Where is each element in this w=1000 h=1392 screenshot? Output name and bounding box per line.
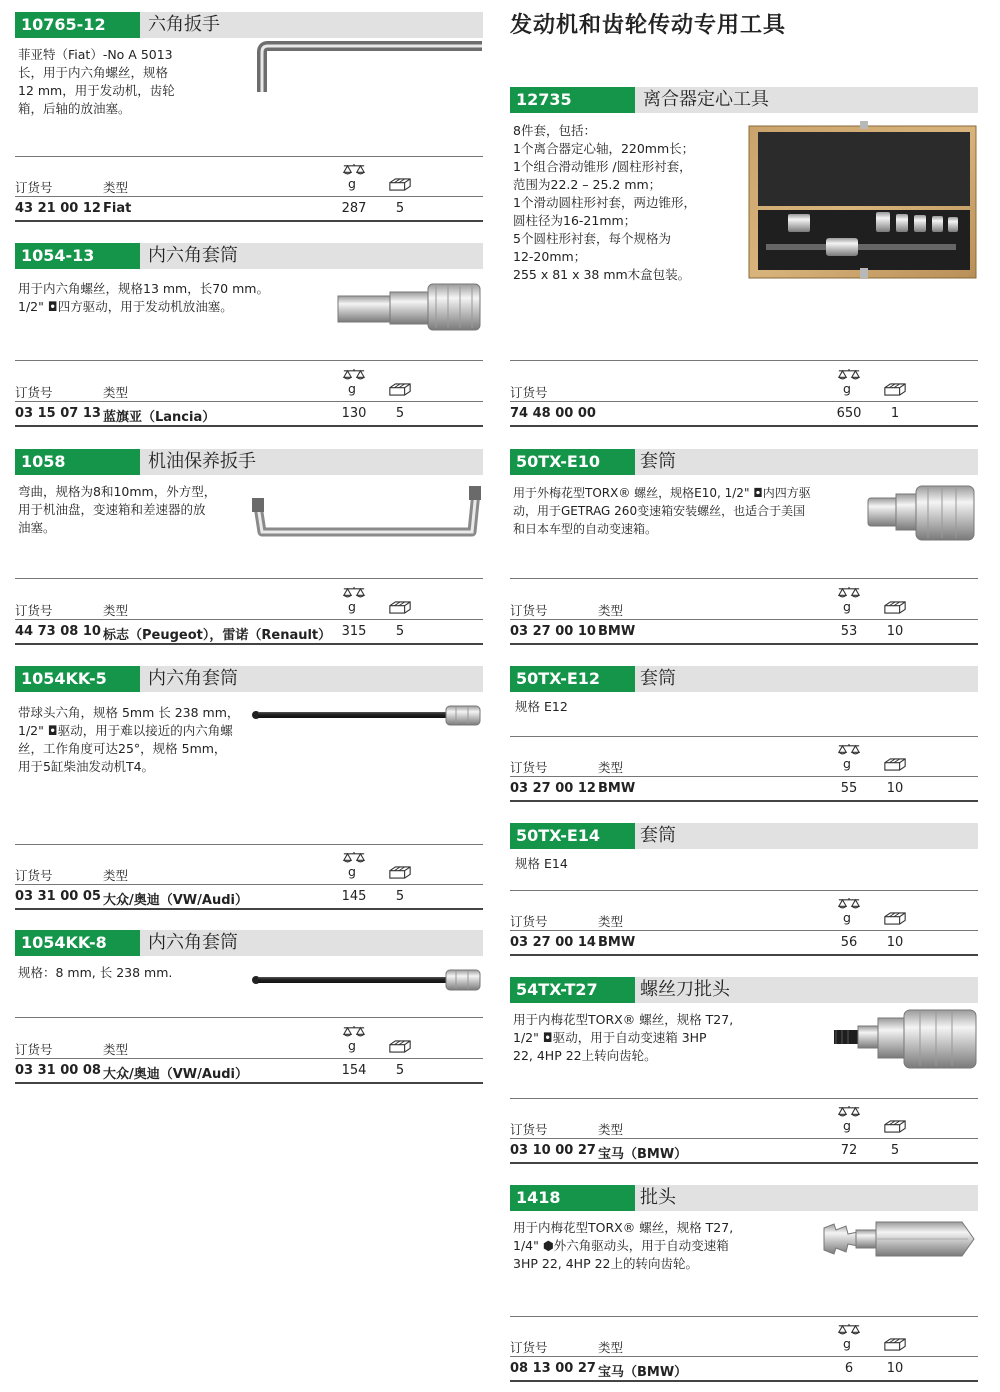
desc-line: 用于内梅花型TORX® 螺丝，规格 T27, <box>513 1220 734 1235</box>
weight-unit: g <box>348 176 356 191</box>
vehicle-type: BMW <box>598 781 636 796</box>
desc-line: 丝，工作角度可达25°，规格 5mm， <box>18 741 227 756</box>
order-number-header: 订货号 <box>15 1042 53 1057</box>
order-number-header: 订货号 <box>15 385 53 400</box>
product-header-1418 <box>510 1185 978 1211</box>
table-rule <box>15 401 483 402</box>
product-description <box>18 704 239 776</box>
oil-drain-wrench-image <box>250 484 484 544</box>
order-number: 03 15 07 13 <box>15 406 101 421</box>
table-rule <box>510 1380 978 1382</box>
table-rule <box>15 643 483 645</box>
order-number: 03 31 00 08 <box>15 1063 101 1078</box>
product-name: 螺丝刀批头 <box>640 979 730 1000</box>
desc-line: 圆柱径为16-21mm； <box>513 213 637 228</box>
weight-value: 145 <box>341 889 367 904</box>
box-icon <box>388 1040 412 1053</box>
order-number-header: 订货号 <box>15 603 53 618</box>
order-number: 03 27 00 10 <box>510 624 596 639</box>
type-header: 类型 <box>598 603 624 618</box>
table-rule <box>510 800 978 802</box>
table-rule <box>510 776 978 777</box>
product-description <box>515 855 568 873</box>
clutch-tool-case-image <box>748 120 978 280</box>
desc-line: 1/4" ⬢外六角驱动头，用于自动变速箱 <box>513 1238 729 1253</box>
table-rule <box>510 619 978 620</box>
scale-icon <box>837 897 861 910</box>
product-code: 1054KK-8 <box>15 930 140 956</box>
table-rule <box>510 1316 978 1317</box>
scale-icon <box>837 743 861 756</box>
product-name: 六角扳手 <box>148 14 220 35</box>
vehicle-type: BMW <box>598 624 636 639</box>
product-header-50TX-E12 <box>510 666 978 692</box>
weight-unit: g <box>843 381 851 396</box>
table-rule <box>510 736 978 737</box>
desc-line: 范围为22.2 – 25.2 mm； <box>513 177 662 192</box>
weight-unit: g <box>843 756 851 771</box>
box-icon <box>883 758 907 771</box>
torx-bit-socket-image <box>832 1008 980 1072</box>
desc-line: 菲亚特（Fiat）-No A 5013 <box>18 47 173 62</box>
weight-value: 287 <box>341 201 367 216</box>
box-icon <box>388 866 412 879</box>
ball-hex-socket-5-image <box>250 702 484 728</box>
product-description <box>515 698 568 716</box>
desc-line: 1/2" ◘四方驱动，用于发动机放油塞。 <box>18 299 233 314</box>
pack-quantity: 5 <box>395 624 405 639</box>
weight-value: 72 <box>840 1143 858 1158</box>
weight-unit: g <box>348 381 356 396</box>
product-header-12735 <box>510 87 978 113</box>
product-description <box>18 483 216 537</box>
product-description <box>513 1011 733 1065</box>
table-rule <box>510 1098 978 1099</box>
scale-icon <box>342 368 366 381</box>
vehicle-type: Fiat <box>103 201 132 216</box>
product-header-1054KK-5 <box>15 666 483 692</box>
type-header: 类型 <box>103 603 129 618</box>
order-number: 08 13 00 27 <box>510 1361 596 1376</box>
table-rule <box>510 890 978 891</box>
table-rule <box>15 196 483 197</box>
table-rule <box>15 619 483 620</box>
order-number-header: 订货号 <box>510 385 548 400</box>
desc-line: 5个圆柱形衬套，每个规格为 <box>513 231 671 246</box>
order-number-header: 订货号 <box>510 1122 548 1137</box>
order-number-header: 订货号 <box>510 603 548 618</box>
desc-line: 用于内梅花型TORX® 螺丝，规格 T27, <box>513 1012 734 1027</box>
desc-line: 1/2" ◘驱动，用于自动变速箱 3HP <box>513 1030 707 1045</box>
table-rule <box>15 1082 483 1084</box>
weight-unit: g <box>843 599 851 614</box>
table-rule <box>15 884 483 885</box>
product-name: 内六角套筒 <box>148 668 238 689</box>
order-number-header: 订货号 <box>510 914 548 929</box>
product-header-1054KK-8 <box>15 930 483 956</box>
product-name: 内六角套筒 <box>148 245 238 266</box>
box-icon <box>388 383 412 396</box>
table-rule <box>15 1058 483 1059</box>
box-icon <box>883 383 907 396</box>
pack-quantity: 10 <box>886 624 904 639</box>
type-header: 类型 <box>598 914 624 929</box>
table-rule <box>15 360 483 361</box>
desc-line: 箱，后轴的放油塞。 <box>18 101 131 116</box>
table-rule <box>510 425 978 427</box>
desc-line: 规格：8 mm, 长 238 mm. <box>18 965 173 980</box>
type-header: 类型 <box>598 760 624 775</box>
table-rule <box>510 1356 978 1357</box>
product-header-54TX-T27 <box>510 977 978 1003</box>
order-number: 74 48 00 00 <box>510 406 596 421</box>
pack-quantity: 5 <box>395 889 405 904</box>
desc-line: 和日本车型的自动变速箱。 <box>513 522 658 536</box>
product-code: 50TX-E12 <box>510 666 635 692</box>
product-code: 1054KK-5 <box>15 666 140 692</box>
desc-line: 3HP 22, 4HP 22上的转向齿轮。 <box>513 1256 698 1271</box>
table-rule <box>15 220 483 222</box>
order-number: 44 73 08 10 <box>15 624 101 639</box>
product-description <box>18 280 269 316</box>
table-rule <box>15 844 483 845</box>
pack-quantity: 1 <box>890 406 900 421</box>
table-rule <box>510 401 978 402</box>
table-rule <box>510 1138 978 1139</box>
product-code: 54TX-T27 <box>510 977 635 1003</box>
box-icon <box>883 1120 907 1133</box>
scale-icon <box>837 1105 861 1118</box>
desc-line: 动，用于GETRAG 260变速箱安装螺丝，也适合于美国 <box>513 504 806 518</box>
table-rule <box>15 156 483 157</box>
scale-icon <box>837 586 861 599</box>
box-icon <box>388 178 412 191</box>
type-header: 类型 <box>103 1042 129 1057</box>
weight-unit: g <box>348 864 356 879</box>
scale-icon <box>837 1323 861 1336</box>
product-name: 套筒 <box>640 451 676 472</box>
product-description <box>18 964 172 982</box>
type-header: 类型 <box>103 180 129 195</box>
product-code: 50TX-E14 <box>510 823 635 849</box>
desc-line: 1/2" ◘驱动，用于难以接近的内六角螺 <box>18 723 233 738</box>
scale-icon <box>342 586 366 599</box>
desc-line: 用于外梅花型TORX® 螺丝，规格E10, 1/2" ◘内四方驱 <box>513 486 811 500</box>
weight-unit: g <box>843 1336 851 1351</box>
desc-line: 22, 4HP 22上转向齿轮。 <box>513 1048 657 1063</box>
weight-unit: g <box>348 1038 356 1053</box>
vehicle-type: 蓝旗亚（Lancia） <box>103 410 216 425</box>
pack-quantity: 5 <box>395 201 405 216</box>
page-title: 发动机和齿轮传动专用工具 <box>510 13 787 38</box>
product-code: 12735 <box>510 87 635 113</box>
desc-line: 255 x 81 x 38 mm木盒包装。 <box>513 267 691 282</box>
vehicle-type: 宝马（BMW） <box>598 1365 688 1380</box>
table-rule <box>510 1162 978 1164</box>
desc-line: 1个离合器定心轴，220mm长； <box>513 141 695 156</box>
product-code: 1058 <box>15 449 140 475</box>
table-rule <box>510 954 978 956</box>
ball-hex-socket-8-image <box>250 966 484 992</box>
order-number: 03 10 00 27 <box>510 1143 596 1158</box>
product-header-1058 <box>15 449 483 475</box>
weight-value: 55 <box>840 781 858 796</box>
product-name: 套筒 <box>640 825 676 846</box>
pack-quantity: 10 <box>886 1361 904 1376</box>
scale-icon <box>342 851 366 864</box>
scale-icon <box>342 163 366 176</box>
type-header: 类型 <box>103 868 129 883</box>
desc-line: 规格 E14 <box>515 856 568 871</box>
product-description <box>513 1219 733 1273</box>
pack-quantity: 5 <box>890 1143 900 1158</box>
product-name: 内六角套筒 <box>148 932 238 953</box>
torx-bit-image <box>822 1214 978 1264</box>
table-rule <box>510 578 978 579</box>
pack-quantity: 5 <box>395 1063 405 1078</box>
box-icon <box>883 1338 907 1351</box>
product-header-1054-13 <box>15 243 483 269</box>
box-icon <box>388 601 412 614</box>
product-code: 10765-12 <box>15 12 140 38</box>
weight-value: 6 <box>844 1361 854 1376</box>
weight-value: 56 <box>840 935 858 950</box>
product-code: 1418 <box>510 1185 635 1211</box>
product-name: 机油保养扳手 <box>148 451 256 472</box>
desc-line: 规格 E12 <box>515 699 568 714</box>
weight-value: 154 <box>341 1063 367 1078</box>
desc-line: 油塞。 <box>18 520 56 535</box>
product-code: 1054-13 <box>15 243 140 269</box>
desc-line: 12-20mm； <box>513 249 587 264</box>
desc-line: 用于机油盘，变速箱和差速器的放 <box>18 502 206 517</box>
desc-line: 1个组合滑动锥形 /圆柱形衬套， <box>513 159 692 174</box>
hex-key-image <box>250 40 486 96</box>
desc-line: 8件套，包括： <box>513 123 596 138</box>
weight-value: 315 <box>341 624 367 639</box>
vehicle-type: 标志（Peugeot），雷诺（Renault） <box>103 628 332 643</box>
vehicle-type: BMW <box>598 935 636 950</box>
product-description <box>18 46 175 118</box>
hex-socket-image <box>336 282 484 332</box>
desc-line: 12 mm，用于发动机，齿轮 <box>18 83 175 98</box>
table-rule <box>15 908 483 910</box>
desc-line: 1个滑动圆柱形衬套，两边锥形， <box>513 195 696 210</box>
weight-value: 650 <box>836 406 862 421</box>
desc-line: 弯曲，规格为8和10mm，外方型， <box>18 484 217 499</box>
order-number: 43 21 00 12 <box>15 201 101 216</box>
box-icon <box>883 912 907 925</box>
product-header-10765-12 <box>15 12 483 38</box>
vehicle-type: 大众/奥迪（VW/Audi） <box>103 1067 248 1082</box>
table-rule <box>15 1017 483 1018</box>
order-number-header: 订货号 <box>510 760 548 775</box>
weight-unit: g <box>348 599 356 614</box>
desc-line: 用于内六角螺丝，规格13 mm，长70 mm。 <box>18 281 269 296</box>
product-name: 批头 <box>640 1187 676 1208</box>
torx-socket-image <box>866 484 978 542</box>
weight-unit: g <box>843 910 851 925</box>
vehicle-type: 宝马（BMW） <box>598 1147 688 1162</box>
box-icon <box>883 601 907 614</box>
table-rule <box>510 360 978 361</box>
product-name: 套筒 <box>640 668 676 689</box>
table-rule <box>15 578 483 579</box>
pack-quantity: 10 <box>886 935 904 950</box>
weight-unit: g <box>843 1118 851 1133</box>
weight-value: 130 <box>341 406 367 421</box>
product-name: 离合器定心工具 <box>643 89 769 110</box>
scale-icon <box>342 1025 366 1038</box>
order-number: 03 31 00 05 <box>15 889 101 904</box>
order-number-header: 订货号 <box>15 180 53 195</box>
vehicle-type: 大众/奥迪（VW/Audi） <box>103 893 248 908</box>
order-number: 03 27 00 14 <box>510 935 596 950</box>
weight-value: 53 <box>840 624 858 639</box>
table-rule <box>510 643 978 645</box>
order-number-header: 订货号 <box>510 1340 548 1355</box>
scale-icon <box>837 368 861 381</box>
desc-line: 带球头六角，规格 5mm 长 238 mm， <box>18 705 240 720</box>
product-code: 50TX-E10 <box>510 449 635 475</box>
pack-quantity: 5 <box>395 406 405 421</box>
product-description <box>513 122 696 284</box>
desc-line: 长，用于内六角螺丝，规格 <box>18 65 169 80</box>
type-header: 类型 <box>103 385 129 400</box>
product-header-50TX-E10 <box>510 449 978 475</box>
order-number-header: 订货号 <box>15 868 53 883</box>
product-header-50TX-E14 <box>510 823 978 849</box>
pack-quantity: 10 <box>886 781 904 796</box>
order-number: 03 27 00 12 <box>510 781 596 796</box>
table-rule <box>510 930 978 931</box>
type-header: 类型 <box>598 1340 624 1355</box>
table-rule <box>15 425 483 427</box>
product-description <box>513 484 811 538</box>
desc-line: 用于5缸柴油发动机T4。 <box>18 759 155 774</box>
type-header: 类型 <box>598 1122 624 1137</box>
